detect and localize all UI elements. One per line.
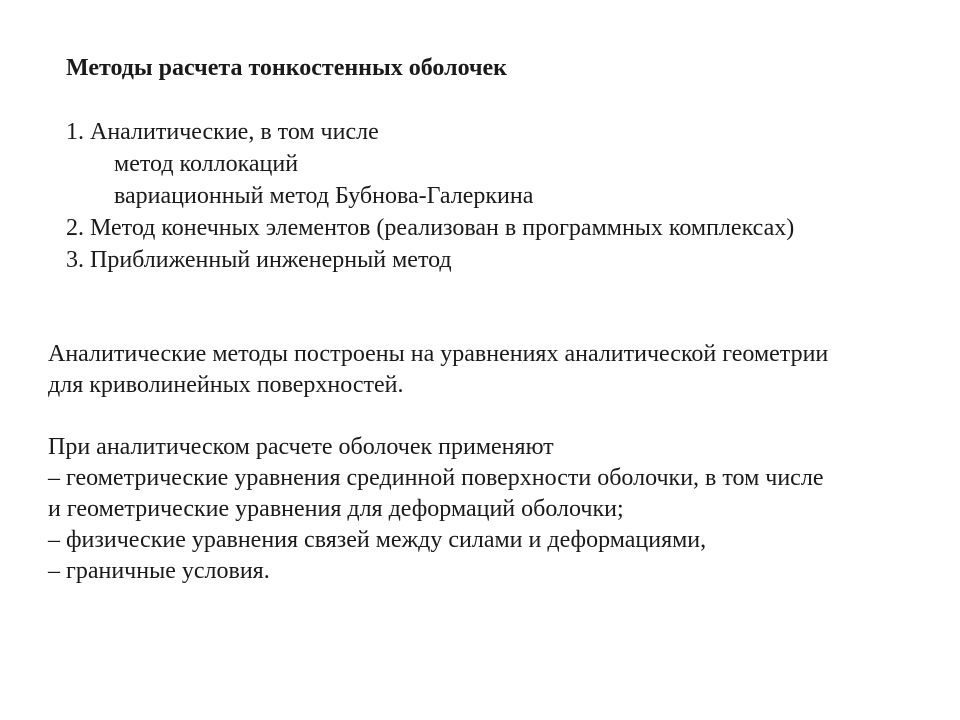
method-item-3: 3. Приближенный инженерный метод (66, 247, 452, 273)
method-subitem-collocation: метод коллокаций (114, 151, 299, 177)
methods-block (66, 52, 794, 276)
text-line: для криволинейных поверхностей. (48, 372, 404, 398)
method-item-1: 1. Аналитические, в том числе (66, 119, 379, 145)
text-line: и геометрические уравнения для деформаций оболочки; (48, 496, 624, 522)
description-block (48, 339, 928, 618)
text-line: При аналитическом расчете оболочек применяют (48, 434, 554, 460)
paragraph-analytical-methods (48, 339, 928, 401)
text-line: – граничные условия. (48, 558, 270, 584)
method-item-2: 2. Метод конечных элементов (реализован в программных комплексах) (66, 215, 795, 241)
text-line: Аналитические методы построены на уравнениях аналитической геометрии (48, 341, 829, 367)
slide-title: Методы расчета тонкостенных оболочек (66, 55, 507, 81)
method-subitem-bubnov-galerkin: вариационный метод Бубнова-Галеркина (114, 183, 534, 209)
text-line: – физические уравнения связей между силами и деформациями, (48, 527, 707, 553)
text-line: – геометрические уравнения срединной поверхности оболочки, в том числе (48, 465, 824, 491)
paragraph-applied-equations (48, 432, 928, 587)
